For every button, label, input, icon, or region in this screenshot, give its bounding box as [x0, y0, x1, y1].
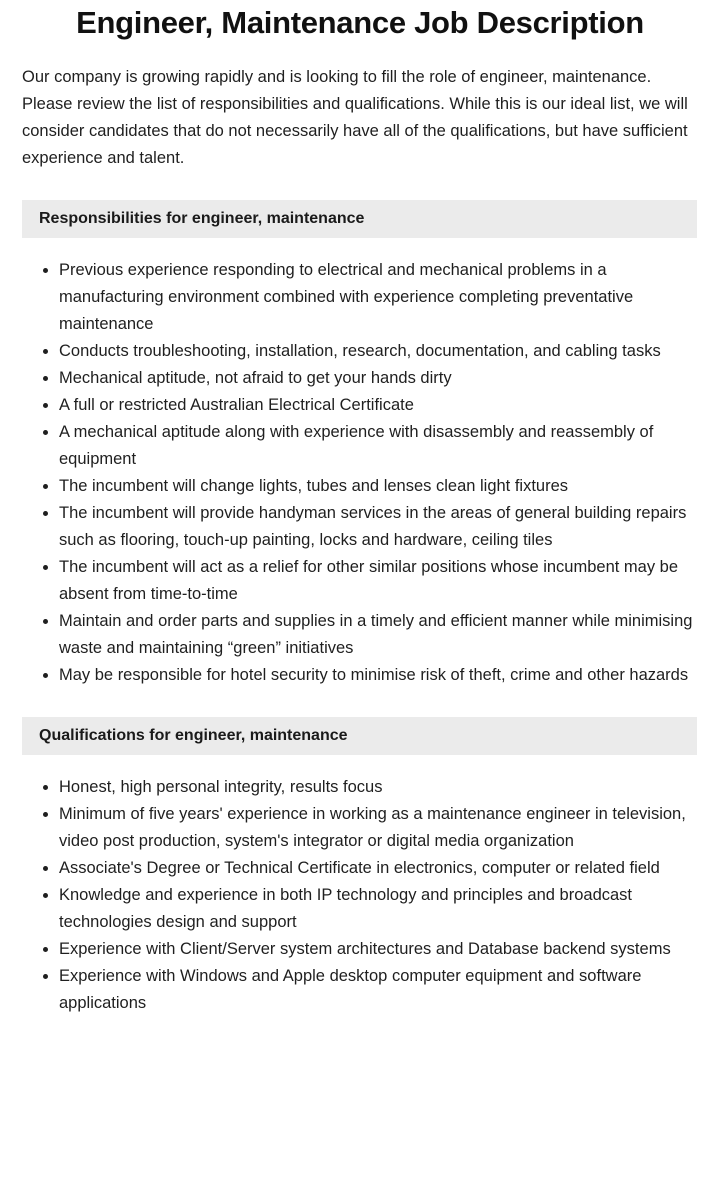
responsibilities-section	[0, 200, 720, 689]
list-item: Experience with Client/Server system architectures and Database backend systems	[22, 936, 698, 963]
list-item: The incumbent will change lights, tubes and lenses clean light fixtures	[22, 473, 698, 500]
list-item: The incumbent will provide handyman services in the areas of general building repairs such as flooring, touch-up painting, locks and hardware, ceiling tiles	[22, 500, 698, 554]
qualifications-section	[0, 717, 720, 1017]
qualifications-list	[0, 755, 720, 1017]
list-item: May be responsible for hotel security to minimise risk of theft, crime and other hazards	[22, 662, 698, 689]
list-item: A mechanical aptitude along with experience with disassembly and reassembly of equipment	[22, 419, 698, 473]
responsibilities-section-heading: Responsibilities for engineer, maintenance	[22, 200, 697, 238]
list-item: Honest, high personal integrity, results focus	[22, 774, 698, 801]
intro-paragraph: Our company is growing rapidly and is looking to fill the role of engineer, maintenance. Please review the list of responsibilities and qualifications. While this is our ideal list, we will consider candidates that do not necessarily have all of the qualifications, but have sufficient experience and talent.	[22, 68, 688, 167]
list-item: Minimum of five years' experience in working as a maintenance engineer in television, video post production, system's integrator or digital media organization	[22, 801, 698, 855]
list-item: Mechanical aptitude, not afraid to get your hands dirty	[22, 365, 698, 392]
page-title: Engineer, Maintenance Job Description	[76, 5, 644, 40]
list-item: Associate's Degree or Technical Certificate in electronics, computer or related field	[22, 855, 698, 882]
list-item: Maintain and order parts and supplies in a timely and efficient manner while minimising waste and maintaining “green” initiatives	[22, 608, 698, 662]
qualifications-section-heading: Qualifications for engineer, maintenance	[22, 717, 697, 755]
list-item: The incumbent will act as a relief for other similar positions whose incumbent may be absent from time-to-time	[22, 554, 698, 608]
page-bottom-spacer	[0, 1017, 720, 1057]
list-item: A full or restricted Australian Electrical Certificate	[22, 392, 698, 419]
list-item: Conducts troubleshooting, installation, research, documentation, and cabling tasks	[22, 338, 698, 365]
responsibilities-list	[0, 238, 720, 689]
list-item: Previous experience responding to electrical and mechanical problems in a manufacturing environment combined with experience completing preventative maintenance	[22, 257, 698, 338]
list-item: Knowledge and experience in both IP technology and principles and broadcast technologies design and support	[22, 882, 698, 936]
list-item: Experience with Windows and Apple desktop computer equipment and software applications	[22, 963, 698, 1017]
